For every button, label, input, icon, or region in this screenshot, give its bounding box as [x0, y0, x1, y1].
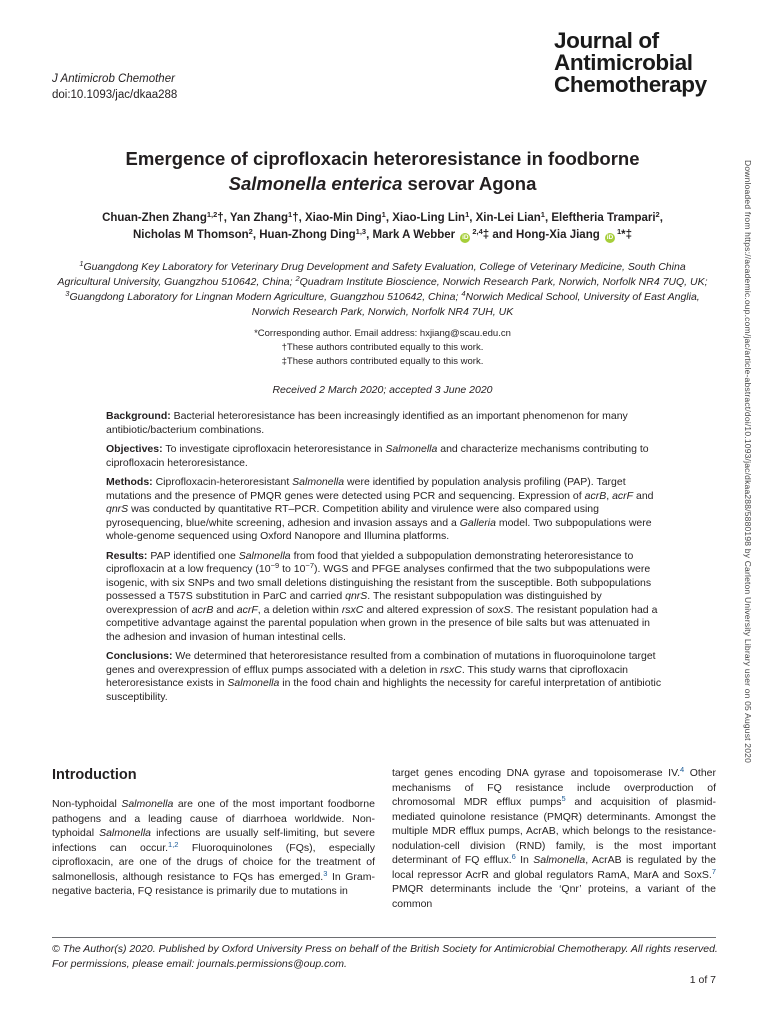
abstract-italic: Salmonella [238, 549, 291, 562]
author-mark: ‡ [482, 229, 490, 241]
body-paragraph [52, 797, 375, 899]
abstract-conclusions [106, 650, 662, 704]
doi[interactable]: doi:10.1093/jac/dkaa288 [52, 89, 178, 101]
body-text: Non-typhoidal [52, 798, 122, 810]
abstract-italic: acrB [191, 603, 214, 616]
body-text: target genes encoding DNA gyrase and topoisomerase IV. [392, 767, 681, 779]
exponent: −7 [305, 561, 314, 570]
permissions-text[interactable]: For permissions, please email: journals.permissions@oup.com. [52, 958, 347, 970]
abstract-text: To investigate ciprofloxacin heteroresistance in [162, 443, 386, 455]
author-affil: 2,4 [472, 227, 483, 236]
abstract-text: PAP identified one [147, 549, 239, 562]
author-sep: , [469, 212, 476, 224]
affil-number: 3 [65, 289, 70, 298]
abstract-text: . This study warns that ciprofloxacin heteroresistance exists in [106, 663, 628, 689]
abstract-text: and altered expression of [363, 603, 488, 616]
abstract-italic: acrB [584, 489, 607, 502]
abstract-text: Bacterial heteroresistance has been increasingly identified as an important phenomenon for many antibiotic/bacterium combinations. [106, 410, 628, 436]
affiliations [55, 260, 710, 320]
abstract-text: were identified by population analysis profiling (PAP). Target mutations and the presence of PMQR genes were detected using PCR and sequencing. Expression of [106, 476, 626, 502]
body-text: and acquisition of plasmid-mediated quinolone resistance (PMQR) determinants. Amongst the multiple MDR efflux pumps, AcrAB, which belongs to the resistance-nodulation-cell division (RND) family, is the most important determinant of FQ efflux. [392, 796, 716, 866]
abstract-italic: soxS [487, 603, 511, 616]
body-text: , AcrAB is regulated by the local repressor AcrR and global regulators RamA, MarA and SoxS. [392, 854, 717, 881]
body-italic: Salmonella [533, 854, 586, 866]
page-number: 1 of 7 [689, 974, 716, 986]
body-text: Other mechanisms of FQ resistance include overproduction of chromosomal MDR efflux pumps [392, 767, 716, 808]
abstract-text: model. Two subpopulations were whole-genome sequenced using Oxford Nanopore and Illumina platforms. [106, 516, 652, 542]
body-italic: Salmonella [121, 798, 174, 810]
reference-link[interactable]: 4 [680, 765, 685, 774]
body-italic: Salmonella [99, 827, 152, 839]
author-name[interactable]: Xin-Lei Lian [475, 212, 541, 224]
abstract-text: We determined that heteroresistance resulted from a combination of mutations in fluoroquinolone target genes and overexpression of efflux pumps associated with a deletion in [106, 650, 656, 676]
abstract-text: and [213, 603, 237, 616]
reference-link[interactable]: 7 [711, 866, 716, 876]
abstract-objectives [106, 443, 662, 470]
author-affil: 2 [248, 227, 253, 236]
corresponding-author[interactable]: *Corresponding author. Email address: hxjiang@scau.edu.cn [254, 328, 511, 339]
abstract-italic: qnrS [345, 590, 368, 602]
abstract-text: Ciprofloxacin-heteroresistant [152, 476, 293, 488]
abstract-text: . The resistant subpopulation was distinguished by overexpression of [106, 590, 602, 616]
abstract-background [106, 410, 662, 437]
journal-logo-line2: Antimicrobial [554, 50, 693, 75]
author-affil: 1 [288, 210, 293, 219]
journal-logo-line1: Journal of [554, 28, 659, 53]
abstract-italic: rsxC [440, 663, 462, 676]
abstract-text: . The resistant population had a competitive advantage against the parental population when grown in the presence of bile salts but was attenuated in the adhesion and invasion of human intestinal cells. [106, 603, 658, 643]
author-name[interactable]: Eleftheria Trampari [551, 212, 656, 224]
affil-number: 2 [295, 274, 300, 283]
footer-divider [52, 937, 716, 938]
abstract-italic: Salmonella [292, 476, 345, 488]
abstract-text: to 10 [279, 563, 306, 575]
received-dates: Received 2 March 2020; accepted 3 June 2020 [272, 384, 493, 396]
author-sep: , [252, 229, 260, 241]
journal-abbrev: J Antimicrob Chemother [52, 73, 175, 85]
copyright-text: © The Author(s) 2020. Published by Oxford University Press on behalf of the British Society for Antimicrobial Chemotherapy. All rights reserved. [52, 943, 718, 955]
author-notes [60, 327, 705, 369]
abstract [106, 410, 662, 710]
body-text: infections are usually self-limiting, but severe infections can occur. [52, 827, 376, 854]
body-text: Fluoroquinolones (FQs), especially ciprofloxacin, are one of the drugs of choice for the treatment of salmonellosis, although resistance to FQs has emerged. [52, 841, 375, 883]
section-label: Conclusions: [106, 650, 173, 662]
abstract-italic: qnrS [106, 503, 129, 515]
exponent: −9 [270, 561, 280, 570]
abstract-results [106, 550, 662, 645]
abstract-italic: Salmonella [227, 677, 280, 689]
abstract-text: , [606, 489, 613, 502]
author-sep: , [223, 212, 230, 224]
reference-link[interactable]: 3 [323, 868, 328, 878]
abstract-italic: Salmonella [385, 443, 438, 455]
body-text: PMQR determinants include the ‘Qnr’ proteins, a variant of the common [392, 883, 716, 910]
reference-link[interactable]: 5 [561, 794, 566, 803]
body-paragraph [392, 766, 716, 911]
author-name[interactable]: Xiao-Ling Lin [392, 212, 466, 224]
author-sep: , [659, 212, 663, 224]
author-sep: , [298, 212, 305, 224]
abstract-italic: Galleria [459, 516, 496, 529]
abstract-text: was conducted by quantitative RT–PCR. Competition ability and virulence were also compared using pyrosequencing, blue/white screening, adhesion and invasion assays and a [106, 503, 599, 529]
abstract-text: , a deletion within [257, 603, 342, 616]
journal-logo [554, 30, 707, 96]
abstract-text: and [633, 489, 654, 502]
reference-link[interactable]: 1,2 [168, 839, 179, 849]
author-list [60, 210, 705, 244]
author-mark: *‡ [621, 229, 632, 241]
affil-text: Guangdong Laboratory for Lingnan Modern Agriculture, Guangzhou 510642, China; [69, 291, 462, 303]
abstract-text: in the food chain and highlights the necessity for careful interpretation of antibiotic susceptibility. [106, 677, 662, 703]
title-rest: serovar Agona [402, 173, 537, 194]
orcid-icon[interactable]: iD [462, 234, 469, 241]
introduction-column-right [392, 766, 716, 911]
author-affil: 1 [616, 227, 622, 236]
affil-text: Norwich Medical School, University of East Anglia, Norwich Research Park, Norwich, Norfolk NR4 7UH, UK [251, 291, 700, 318]
affil-text: Guangdong Key Laboratory for Veterinary Drug Development and Safety Evaluation, College of Veterinary Medicine, South China Agricultural University, Guangzhou 510642, China; [57, 261, 686, 288]
abstract-text: and characterize mechanisms contributing to ciprofloxacin heteroresistance. [106, 443, 649, 469]
abstract-methods [106, 476, 662, 544]
section-label: Objectives: [106, 443, 163, 455]
author-name[interactable]: Yan Zhang [229, 212, 289, 224]
abstract-italic: acrF [236, 603, 258, 616]
abstract-italic: acrF [612, 489, 634, 502]
copyright-footer [52, 942, 718, 972]
download-watermark: Downloaded from https://academic.oup.com/jac/article-abstract/doi/10.1093/jac/dkaa288/5880198 by Carleton University Library user on 05 August 2020 [743, 160, 753, 764]
author-affil: 1,3 [355, 227, 367, 236]
body-text: are one of the most important foodborne pathogens and a leading cause of diarrhoea worldwide. Non-typhoidal [52, 798, 375, 839]
author-name[interactable]: Chuan-Zhen Zhang [102, 212, 207, 224]
title-line1: Emergence of ciprofloxacin heteroresistance in foodborne [125, 148, 640, 169]
abstract-text: ). WGS and PFGE analyses confirmed that the two subpopulations were isogenic, with six SNPs and two small deletions distinguishing the resistant from the susceptible. Both subpopulations possessed a T57S substitution in ParC and carried [106, 563, 652, 602]
introduction-column-left [52, 797, 375, 899]
section-label: Background: [106, 410, 171, 422]
body-text: In Gram-negative bacteria, FQ resistance is primarily due to mutations in [52, 870, 375, 897]
author-affil: 1 [465, 210, 470, 219]
abstract-text: from food that yielded a subpopulation demonstrating heteroresistance to ciprofloxacin at a low frequency (10 [106, 549, 634, 575]
author-affil: 1,2 [206, 210, 218, 219]
article-title [60, 146, 705, 196]
author-name[interactable]: Mark A Webber [372, 229, 456, 241]
journal-logo-line3: Chemotherapy [554, 72, 707, 97]
author-and: and [489, 229, 517, 241]
author-name[interactable]: Xiao-Min Ding [305, 212, 382, 224]
equal-contribution-note: ‡These authors contributed equally to this work. [281, 356, 484, 367]
section-heading-introduction: Introduction [52, 767, 137, 783]
author-name[interactable]: Nicholas M Thomson [133, 229, 249, 241]
reference-link[interactable]: 6 [511, 852, 516, 861]
author-affil: 2 [655, 210, 660, 219]
author-name[interactable]: Hong-Xia Jiang [516, 229, 600, 241]
orcid-icon[interactable]: iD [606, 234, 614, 241]
author-name[interactable]: Huan-Zhong Ding [259, 229, 356, 241]
body-text: In [515, 854, 534, 866]
author-affil: 1 [540, 210, 545, 219]
affil-number: 1 [79, 259, 84, 268]
author-mark: † [217, 212, 224, 224]
affil-number: 4 [461, 289, 466, 298]
author-sep: , [385, 212, 393, 224]
abstract-italic: rsxC [341, 603, 364, 616]
equal-contribution-note: †These authors contributed equally to this work. [281, 342, 484, 353]
section-label: Methods: [106, 476, 153, 488]
author-sep: , [544, 212, 552, 224]
author-sep: , [366, 229, 373, 241]
author-mark: † [292, 212, 299, 224]
section-label: Results: [106, 549, 148, 562]
author-affil: 1 [381, 210, 386, 219]
affil-text: Quadram Institute Bioscience, Norwich Research Park, Norwich, Norfolk NR4 7UQ, UK; [299, 276, 708, 288]
title-italic: Salmonella enterica [228, 173, 403, 194]
journal-citation [52, 71, 177, 103]
